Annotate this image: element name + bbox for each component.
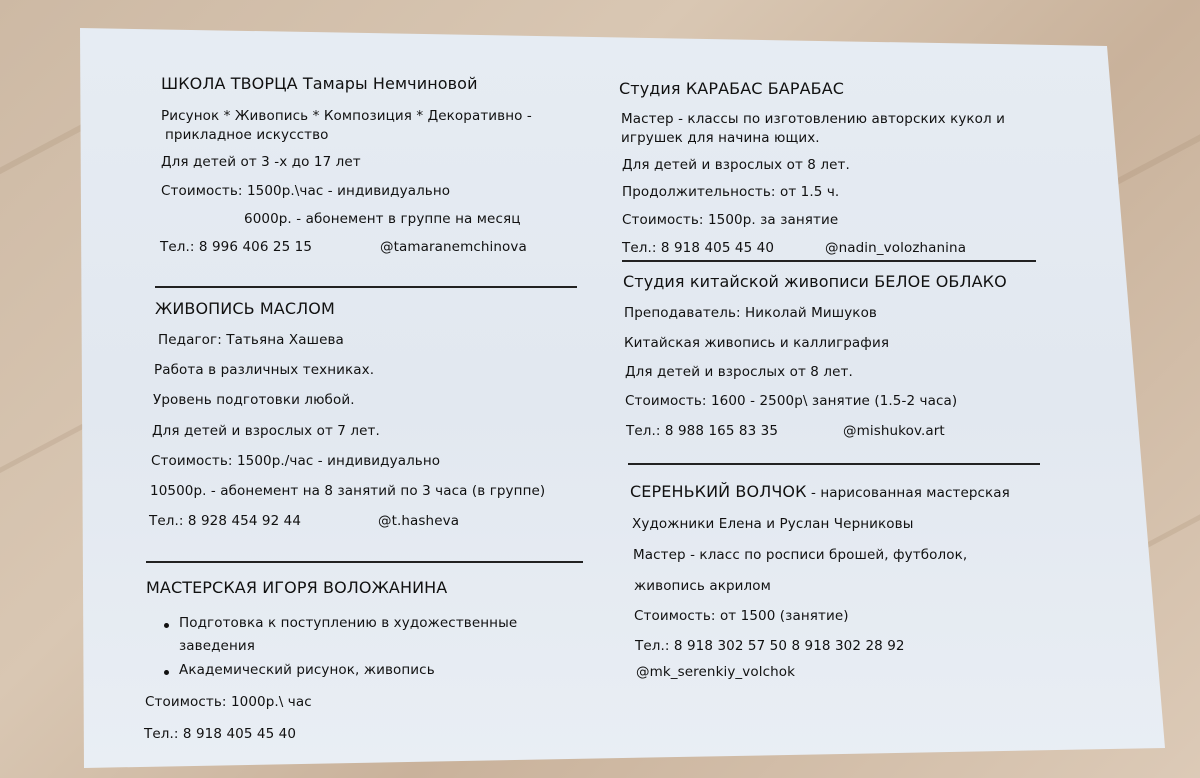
- cloud-ages: Для детей и взрослых от 8 лет.: [625, 364, 853, 380]
- igor-phone: Тел.: 8 918 405 45 40: [144, 726, 297, 742]
- divider: [155, 286, 577, 288]
- karabas-price: Стоимость: 1500р. за занятие: [622, 212, 839, 228]
- divider: [622, 260, 1036, 262]
- karabas-title: Студия КАРАБАС БАРАБАС: [619, 79, 845, 98]
- igor-bullet1-line1: Подготовка к поступлению в художественные: [179, 615, 518, 631]
- wolf-heading: [630, 482, 1010, 501]
- wolf-price: Стоимость: от 1500 (занятие): [634, 608, 849, 624]
- cloud-phone: Тел.: 8 988 165 83 35: [626, 423, 779, 439]
- cloud-handle: @mishukov.art: [843, 423, 945, 439]
- wolf-artists: Художники Елена и Руслан Черниковы: [632, 516, 914, 532]
- cloud-title: Студия китайской живописи БЕЛОЕ ОБЛАКО: [623, 272, 1007, 291]
- oil-handle: @t.hasheva: [378, 513, 460, 529]
- karabas-duration: Продолжительность: от 1.5 ч.: [622, 184, 840, 200]
- wolf-desc-line1: Мастер - класс по росписи брошей, футболок,: [633, 547, 968, 563]
- igor-bullet2: Академический рисунок, живопись: [179, 662, 435, 678]
- wolf-title-suffix: - нарисованная мастерская: [806, 485, 1010, 501]
- igor-bullet1-line2: заведения: [179, 638, 255, 654]
- cloud-subject: Китайская живопись и каллиграфия: [624, 335, 890, 351]
- bullet-dot: [164, 670, 169, 675]
- school-ages: Для детей от 3 -х до 17 лет: [161, 154, 361, 170]
- school-handle: @tamaranemchinova: [380, 239, 527, 255]
- school-price-group: 6000р. - абонемент в группе на месяц: [244, 211, 521, 227]
- wolf-handle: @mk_serenkiy_volchok: [636, 664, 796, 680]
- oil-price-group: 10500р. - абонемент на 8 занятий по 3 часа (в группе): [150, 483, 546, 499]
- oil-phone: Тел.: 8 928 454 92 44: [149, 513, 302, 529]
- karabas-ages: Для детей и взрослых от 8 лет.: [622, 157, 850, 173]
- bullet-dot: [164, 623, 169, 628]
- oil-title: ЖИВОПИСЬ МАСЛОМ: [155, 299, 335, 318]
- oil-ages: Для детей и взрослых от 7 лет.: [152, 423, 380, 439]
- wolf-desc-line2: живопись акрилом: [634, 578, 771, 594]
- divider: [628, 463, 1040, 465]
- school-title: ШКОЛА ТВОРЦА Тамары Немчиновой: [161, 74, 478, 93]
- cloud-teacher: Преподаватель: Николай Мишуков: [624, 305, 877, 321]
- school-subjects-line2: прикладное искусство: [165, 127, 329, 143]
- karabas-phone: Тел.: 8 918 405 45 40: [622, 240, 775, 256]
- school-price-individual: Стоимость: 1500р.\час - индивидуально: [161, 183, 451, 199]
- cloud-price: Стоимость: 1600 - 2500р\ занятие (1.5-2 часа): [625, 393, 958, 409]
- school-subjects-line1: Рисунок * Живопись * Композиция * Декоративно -: [161, 108, 532, 124]
- divider: [146, 561, 583, 563]
- wolf-title: СЕРЕНЬКИЙ ВОЛЧОК: [630, 482, 807, 501]
- igor-title: МАСТЕРСКАЯ ИГОРЯ ВОЛОЖАНИНА: [146, 578, 448, 597]
- oil-techniques: Работа в различных техниках.: [154, 362, 375, 378]
- igor-price: Стоимость: 1000р.\ час: [145, 694, 312, 710]
- karabas-desc-line1: Мастер - классы по изготовлению авторских кукол и: [621, 111, 1006, 127]
- oil-teacher: Педагог: Татьяна Хашева: [158, 332, 344, 348]
- karabas-handle: @nadin_volozhanina: [825, 240, 967, 256]
- wolf-phones: Тел.: 8 918 302 57 50 8 918 302 28 92: [635, 638, 905, 654]
- school-phone: Тел.: 8 996 406 25 15: [160, 239, 313, 255]
- oil-price-individual: Стоимость: 1500р./час - индивидуально: [151, 453, 441, 469]
- oil-level: Уровень подготовки любой.: [153, 392, 355, 408]
- karabas-desc-line2: игрушек для начина ющих.: [621, 130, 820, 146]
